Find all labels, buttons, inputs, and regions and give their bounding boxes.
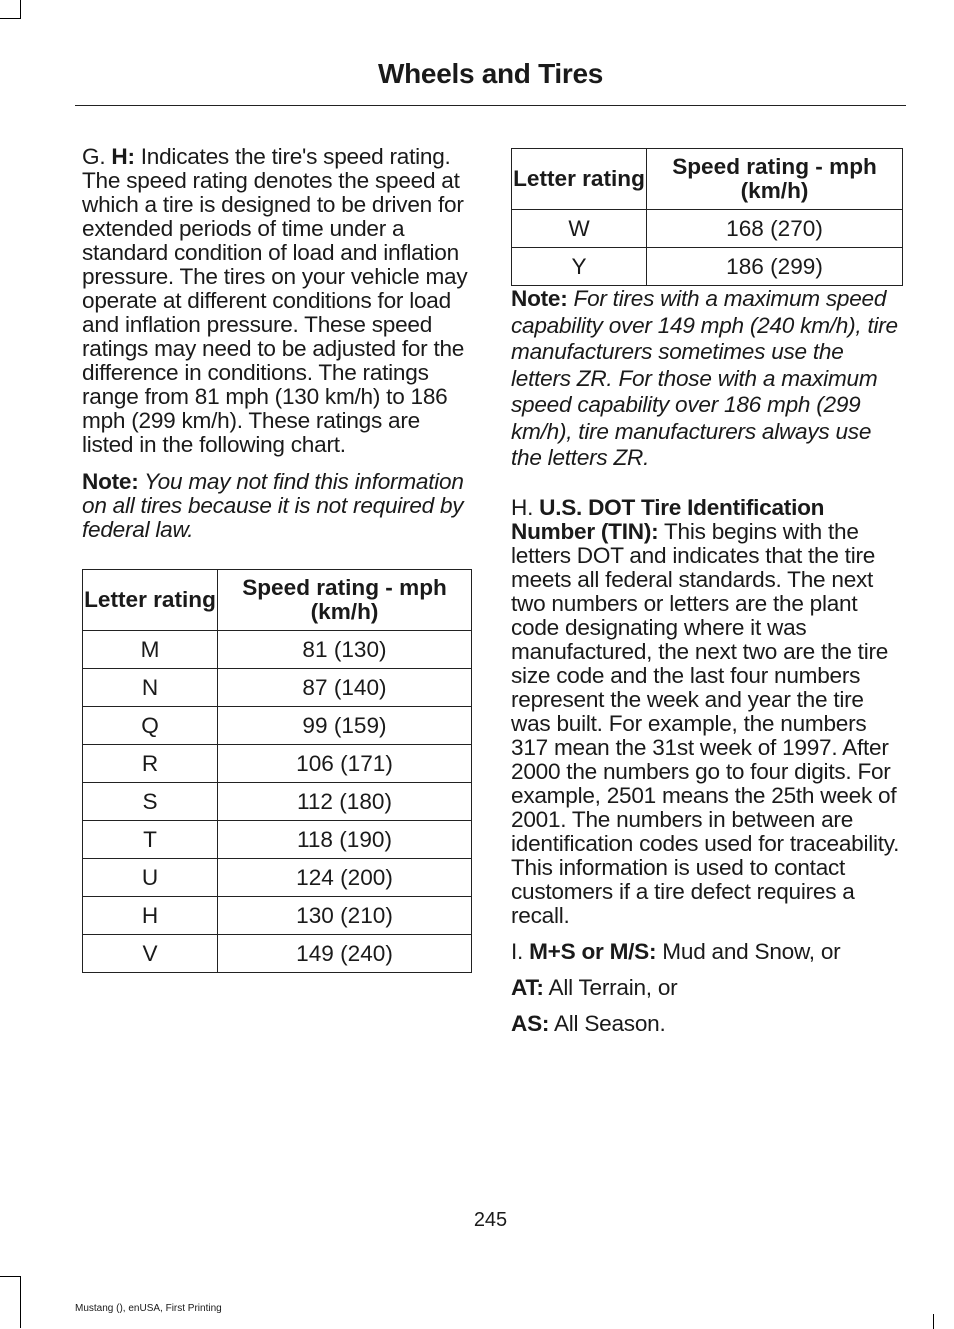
note-text: For tires with a maximum speed capability over 149 mph (240 km/h), tire manufacturers sometimes use the letters ZR. For those with a maximum speed capability over 186 mph (299 km/h), tire manufacturers always use the letters ZR.	[511, 286, 898, 470]
table-header-row	[83, 570, 472, 631]
speed-cell: 106 (171)	[218, 745, 472, 783]
letter-cell: Y	[512, 248, 647, 286]
note-label: Note:	[511, 286, 568, 311]
letter-cell: R	[83, 745, 218, 783]
letter-cell: M	[83, 631, 218, 669]
paragraph-text: Indicates the tire's speed rating. The speed rating denotes the speed at which a tire is designed to be driven for extended periods of time under a standard condition of load and inflation pressure. The tires on your vehicle may operate at different conditions for load and inflation pressure. These speed ratings may need to be adjusted for the difference in conditions. The ratings range from 81 mph (130 km/h) to 186 mph (299 km/h). These ratings are listed in the following chart.	[82, 144, 468, 457]
note-federal-law	[82, 470, 472, 542]
speed-cell: 81 (130)	[218, 631, 472, 669]
table-row	[83, 783, 472, 821]
speed-cell: 130 (210)	[218, 897, 472, 935]
speed-cell: 168 (270)	[647, 210, 903, 248]
crop-mark	[0, 18, 20, 19]
paragraph-label: AT:	[511, 974, 544, 1000]
note-zr-rating	[511, 286, 903, 472]
table-row	[83, 897, 472, 935]
paragraph-at	[511, 976, 903, 1000]
column-header-letter: Letter rating	[83, 570, 218, 631]
speed-cell: 87 (140)	[218, 669, 472, 707]
table-header-row	[512, 149, 903, 210]
table-row	[83, 669, 472, 707]
paragraph-i	[511, 940, 903, 964]
paragraph-label: H:	[111, 144, 135, 169]
table-row	[83, 631, 472, 669]
letter-cell: T	[83, 821, 218, 859]
table-row	[512, 248, 903, 286]
speed-cell: 99 (159)	[218, 707, 472, 745]
table-row	[83, 707, 472, 745]
table-row	[83, 821, 472, 859]
crop-mark	[20, 0, 21, 19]
note-text: You may not find this information on all tires because it is not required by federal law.	[82, 469, 464, 542]
page-title: Wheels and Tires	[378, 58, 603, 89]
title-divider	[75, 105, 906, 106]
crop-mark	[20, 1276, 21, 1328]
paragraph-prefix: G.	[82, 144, 112, 169]
letter-cell: N	[83, 669, 218, 707]
speed-cell: 112 (180)	[218, 783, 472, 821]
column-header-letter: Letter rating	[512, 149, 647, 210]
letter-cell: U	[83, 859, 218, 897]
printing-footer: Mustang (), enUSA, First Printing	[75, 1303, 222, 1314]
speed-cell: 149 (240)	[218, 935, 472, 973]
letter-cell: W	[512, 210, 647, 248]
table-row	[512, 210, 903, 248]
paragraph-as	[511, 1012, 903, 1036]
crop-mark	[0, 1276, 20, 1277]
letter-cell: Q	[83, 707, 218, 745]
speed-cell: 124 (200)	[218, 859, 472, 897]
paragraph-g	[82, 145, 472, 457]
paragraph-text: Mud and Snow, or	[656, 938, 841, 964]
paragraph-label: U.S. DOT Tire Identification Number (TIN):	[511, 494, 825, 544]
letter-cell: S	[83, 783, 218, 821]
note-label: Note:	[82, 469, 139, 494]
paragraph-text: All Season.	[549, 1010, 666, 1036]
table-row	[83, 745, 472, 783]
speed-cell: 118 (190)	[218, 821, 472, 859]
paragraph-label: M+S or M/S:	[529, 938, 657, 964]
crop-mark	[933, 1314, 934, 1329]
paragraph-h	[511, 496, 903, 928]
table-row	[83, 859, 472, 897]
letter-cell: V	[83, 935, 218, 973]
paragraph-text: This begins with the letters DOT and indicates that the tire meets all federal standards. The next two numbers or letters are the plant code designating where it was manufactured, the next two are the tire size code and the last four numbers represent the week and year the tire was built. For example, the numbers 317 mean the 31st week of 1997. After 2000 the numbers go to four digits. For example, 2501 means the 25th week of 2001. The numbers in between are identification codes used for traceability. This information is used to contact customers if a tire defect requires a recall.	[511, 518, 900, 928]
speed-rating-table-continued	[511, 148, 903, 286]
speed-cell: 186 (299)	[647, 248, 903, 286]
paragraph-text: All Terrain, or	[543, 974, 678, 1000]
table-row	[83, 935, 472, 973]
speed-rating-table	[82, 569, 472, 973]
right-column	[511, 148, 903, 1036]
paragraph-prefix: I.	[511, 938, 530, 964]
paragraph-label: AS:	[511, 1010, 550, 1036]
column-header-speed: Speed rating - mph (km/h)	[218, 570, 472, 631]
page-number: 245	[473, 1209, 508, 1231]
letter-cell: H	[83, 897, 218, 935]
column-header-speed: Speed rating - mph (km/h)	[647, 149, 903, 210]
paragraph-prefix: H.	[511, 494, 540, 520]
left-column	[82, 145, 472, 973]
